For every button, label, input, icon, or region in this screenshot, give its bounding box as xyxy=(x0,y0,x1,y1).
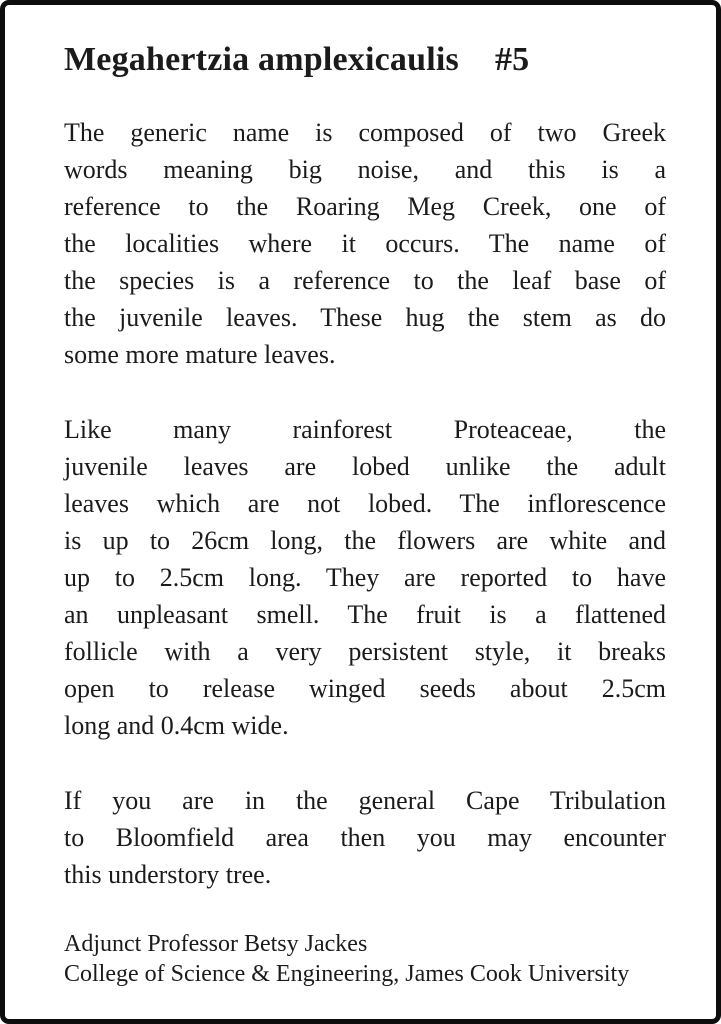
footer-affiliation: College of Science & Engineering, James Cook University xyxy=(64,961,630,988)
body-line: the localities where it occurs. The name of xyxy=(64,229,666,259)
title-row xyxy=(64,41,666,78)
footer xyxy=(64,929,666,989)
paragraph-etymology xyxy=(64,114,666,373)
body-line: Like many rainforest Proteaceae, the xyxy=(64,415,666,445)
page-title: Megahertzia amplexicaulis xyxy=(64,41,459,78)
body-line: the species is a reference to the leaf base of xyxy=(64,266,666,296)
footer-author: Adjunct Professor Betsy Jackes xyxy=(64,931,368,958)
body-line: words meaning big noise, and this is a xyxy=(64,155,666,185)
body-line: is up to 26cm long, the flowers are white and xyxy=(64,526,666,556)
body-line: this understory tree. xyxy=(64,860,272,890)
body-line: an unpleasant smell. The fruit is a flattened xyxy=(64,600,666,630)
body-line: open to release winged seeds about 2.5cm xyxy=(64,674,666,704)
body-line: juvenile leaves are lobed unlike the adult xyxy=(64,452,666,482)
body-line: to Bloomfield area then you may encounter xyxy=(64,823,666,853)
body-line: reference to the Roaring Meg Creek, one of xyxy=(64,192,666,222)
card-number: #5 xyxy=(494,41,530,78)
body-line: long and 0.4cm wide. xyxy=(64,711,289,741)
body-line: up to 2.5cm long. They are reported to have xyxy=(64,563,666,593)
body-line: leaves which are not lobed. The inflorescence xyxy=(64,489,666,519)
paragraph-location xyxy=(64,782,666,893)
body-line: the juvenile leaves. These hug the stem as do xyxy=(64,303,666,333)
body-line: The generic name is composed of two Greek xyxy=(64,118,666,148)
body-line: some more mature leaves. xyxy=(64,340,336,370)
body-line: If you are in the general Cape Tribulation xyxy=(64,786,666,816)
paragraph-description xyxy=(64,411,666,744)
body-line: follicle with a very persistent style, it breaks xyxy=(64,637,666,667)
